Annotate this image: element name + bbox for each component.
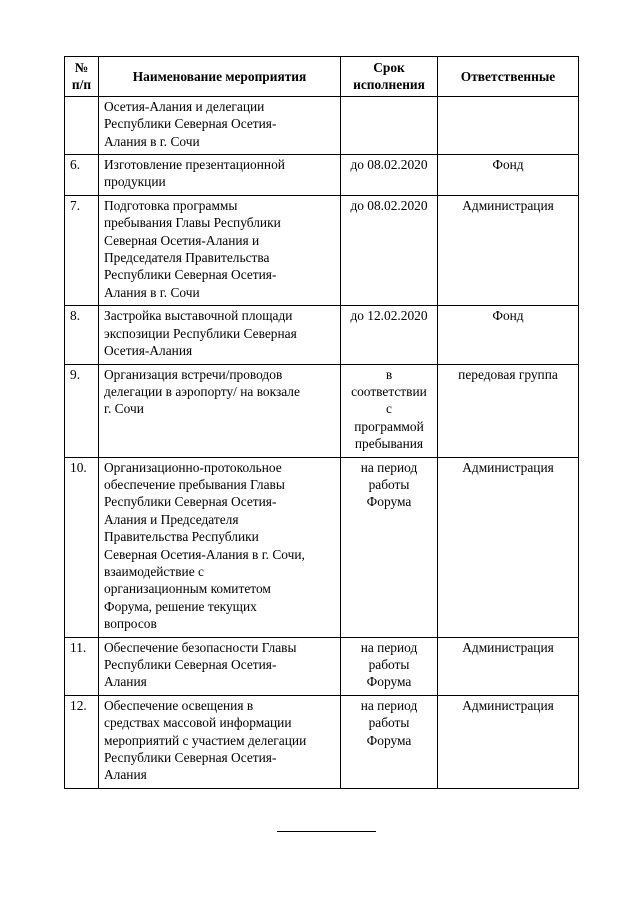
header-term-line: исполнения [353, 77, 425, 93]
row-number: 8. [65, 306, 99, 364]
event-name-line: Республики Северная Осетия- [104, 267, 277, 283]
event-name-line: Республики Северная Осетия- [104, 750, 277, 766]
event-name-line: обеспечение пребывания Главы [104, 476, 285, 492]
event-term [341, 364, 438, 457]
header-num-line: № [74, 60, 89, 75]
table-row [65, 457, 579, 637]
event-name [99, 195, 341, 305]
event-term-line: работы [368, 476, 410, 492]
event-name-line: Осетия-Алания [104, 343, 193, 359]
events-table [64, 56, 579, 789]
event-name-line: средствах массовой информации [104, 715, 292, 731]
row-number: 11. [65, 637, 99, 695]
row-number: 12. [65, 695, 99, 788]
event-term [341, 637, 438, 695]
event-name-line: мероприятий с участием делегации [104, 732, 307, 748]
event-term-line: Форума [366, 494, 412, 510]
event-name-line: делегации в аэропорту/ на вокзале [104, 383, 300, 399]
event-term-line: Форума [366, 674, 412, 690]
event-name-line: Обеспечение освещения в [104, 697, 254, 713]
event-term-line: работы [368, 715, 410, 731]
event-responsible: Администрация [438, 457, 579, 637]
row-number: 10. [65, 457, 99, 637]
event-term-line: до 12.02.2020 [350, 308, 428, 324]
event-name [99, 695, 341, 788]
event-name-line: Застройка выставочной площади [104, 308, 293, 324]
header-responsible: Ответственные [438, 57, 579, 97]
event-name-line: Организация встречи/проводов [104, 366, 283, 382]
header-num-line: п/п [71, 77, 92, 93]
event-name-line: пребывания Главы Республики [104, 215, 281, 231]
event-term [341, 96, 438, 154]
event-name-line: Северная Осетия-Алания и [104, 232, 260, 248]
event-name [99, 96, 341, 154]
event-responsible: Фонд [438, 155, 579, 196]
event-name-line: Форума, решение текущих [104, 598, 257, 614]
event-name [99, 637, 341, 695]
event-name-line: Алания [104, 767, 147, 783]
event-name-line: Республики Северная Осетия- [104, 494, 277, 510]
event-responsible: Администрация [438, 195, 579, 305]
event-name [99, 306, 341, 364]
table-row [65, 96, 579, 154]
event-responsible: Администрация [438, 637, 579, 695]
event-name-line: Северная Осетия-Алания в г. Сочи, [104, 546, 305, 562]
event-responsible: Администрация [438, 695, 579, 788]
event-name-line: взаимодействие с [104, 563, 204, 579]
event-term-line: на период [360, 459, 418, 475]
event-term-line: программой [354, 418, 424, 434]
table-body [65, 96, 579, 788]
row-number: 6. [65, 155, 99, 196]
table-row [65, 306, 579, 364]
event-name-line: г. Сочи [104, 401, 144, 417]
table-row [65, 637, 579, 695]
footnote-divider [277, 831, 376, 832]
header-term [341, 57, 438, 97]
event-term-line: в [385, 366, 393, 382]
event-name-line: Подготовка программы [104, 197, 238, 213]
event-name [99, 364, 341, 457]
table-row [65, 695, 579, 788]
row-number: 9. [65, 364, 99, 457]
event-name-line: Осетия-Алания и делегации [104, 98, 265, 114]
event-term [341, 195, 438, 305]
event-responsible: передовая группа [438, 364, 579, 457]
table-row [65, 195, 579, 305]
event-term-line: на период [360, 639, 418, 655]
event-term [341, 155, 438, 196]
table-header-row [65, 57, 579, 97]
event-name-line: Алания в г. Сочи [104, 284, 200, 300]
row-number [65, 96, 99, 154]
row-number: 7. [65, 195, 99, 305]
event-name-line: Алания в г. Сочи [104, 133, 200, 149]
event-term-line: Форума [366, 732, 412, 748]
event-responsible [438, 96, 579, 154]
event-name-line: Республики Северная Осетия- [104, 116, 277, 132]
event-name-line: вопросов [104, 616, 157, 632]
event-name [99, 155, 341, 196]
event-name-line: Правительства Республики [104, 529, 259, 545]
event-name-line: Алания и Председателя [104, 511, 239, 527]
table-row [65, 155, 579, 196]
event-term-line: до 08.02.2020 [350, 197, 428, 213]
event-name-line: Алания [104, 674, 147, 690]
event-name-line: экспозиции Республики Северная [104, 325, 297, 341]
event-term [341, 306, 438, 364]
event-term-line: на период [360, 697, 418, 713]
event-term-line: до 08.02.2020 [350, 157, 428, 173]
event-name-line: продукции [104, 174, 166, 190]
event-term-line: с [386, 401, 392, 417]
header-num [65, 57, 99, 97]
event-term-line: работы [368, 657, 410, 672]
event-name [99, 457, 341, 637]
event-responsible: Фонд [438, 306, 579, 364]
header-term-line: Срок [373, 60, 405, 75]
event-name-line: Председателя Правительства [104, 250, 270, 266]
event-name-line: Изготовление презентационной [104, 157, 285, 173]
event-term-line: пребывания [354, 436, 424, 452]
table-row [65, 364, 579, 457]
event-name-line: Обеспечение безопасности Главы [104, 639, 297, 655]
event-name-line: Республики Северная Осетия- [104, 657, 277, 672]
event-term [341, 457, 438, 637]
event-term [341, 695, 438, 788]
header-name: Наименование мероприятия [99, 57, 341, 97]
event-name-line: Организационно-протокольное [104, 459, 282, 475]
event-name-line: организационным комитетом [104, 581, 271, 597]
event-term-line: соответствии [351, 383, 427, 399]
